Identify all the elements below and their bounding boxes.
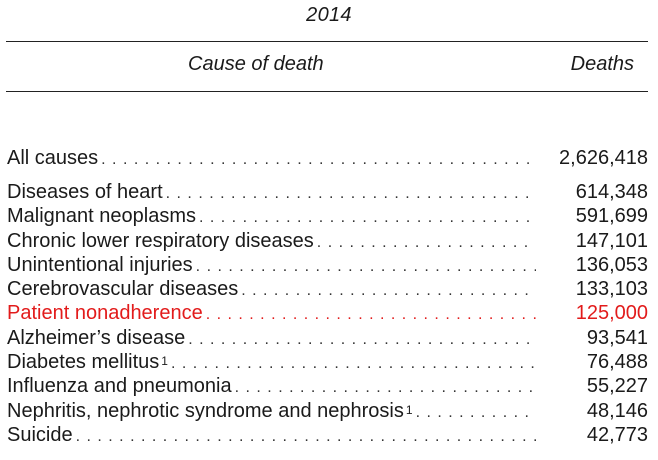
cause-label <box>7 277 241 301</box>
deaths-column-header: Deaths <box>570 53 634 75</box>
dot-leader <box>171 352 536 376</box>
cause-label-text: Nephritis, nephrotic syndrome and nephrosis <box>7 399 404 422</box>
cause-rows <box>7 180 648 447</box>
dot-leader <box>196 255 536 279</box>
header-rule <box>6 91 648 92</box>
cause-label-text: Cerebrovascular diseases <box>7 278 239 301</box>
dot-leader <box>199 206 536 230</box>
table-year-heading: 2014 <box>306 4 352 26</box>
deaths-value: 614,348 <box>575 181 648 203</box>
cause-label <box>7 350 171 376</box>
cause-label <box>7 180 166 204</box>
all-causes-value: 2,626,418 <box>559 147 648 169</box>
dot-leader <box>206 303 536 327</box>
cause-label <box>7 204 199 228</box>
footnote-marker: 1 <box>405 402 413 417</box>
footnote-marker: 1 <box>161 354 168 369</box>
dot-leader <box>166 182 536 206</box>
all-causes-row <box>7 146 648 170</box>
all-causes-label: All causes <box>7 147 99 169</box>
deaths-value: 591,699 <box>575 205 648 228</box>
table-row <box>7 423 648 447</box>
dot-leader <box>76 425 536 449</box>
cause-label-text: Malignant neoplasms <box>7 205 196 228</box>
dot-leader <box>416 401 536 425</box>
cause-label-text: Alzheimer’s disease <box>7 326 186 349</box>
deaths-value: 55,227 <box>586 375 648 398</box>
deaths-value: 125,000 <box>575 302 648 325</box>
cause-label <box>7 229 317 253</box>
cause-label <box>7 326 188 350</box>
table-row <box>7 374 648 398</box>
cause-label-text: Patient nonadherence <box>7 302 203 325</box>
dot-leader <box>101 148 536 172</box>
cause-label <box>7 301 206 325</box>
dot-leader <box>241 279 536 303</box>
table-row <box>7 277 648 301</box>
cause-label <box>7 399 416 425</box>
deaths-value: 93,541 <box>586 326 648 349</box>
deaths-value: 76,488 <box>586 351 648 374</box>
dot-leader <box>188 328 536 352</box>
table-row <box>7 326 648 350</box>
table-row <box>7 229 648 253</box>
table-row <box>7 253 648 277</box>
deaths-value: 133,103 <box>575 278 648 301</box>
cause-label <box>7 423 76 447</box>
table-row <box>7 350 648 374</box>
table-row <box>7 180 648 204</box>
table-row <box>7 301 648 325</box>
cause-label <box>7 374 235 398</box>
cause-label-text: Chronic lower respiratory diseases <box>7 229 314 252</box>
cause-column-header: Cause of death <box>188 53 324 75</box>
dot-leader <box>317 231 536 255</box>
table-row <box>7 204 648 228</box>
dot-leader <box>235 376 536 400</box>
deaths-value: 147,101 <box>575 229 648 252</box>
deaths-value: 42,773 <box>586 423 648 446</box>
deaths-value: 136,053 <box>575 253 648 276</box>
cause-label-text: Influenza and pneumonia <box>7 375 232 398</box>
cause-label-text: Unintentional injuries <box>7 253 193 276</box>
deaths-value: 48,146 <box>586 399 648 422</box>
table-row <box>7 399 648 423</box>
cause-label <box>7 253 196 277</box>
cause-label-text: Diabetes mellitus <box>7 351 160 374</box>
cause-label-text: Diseases of heart <box>7 181 163 203</box>
top-rule <box>6 41 648 42</box>
cause-label-text: Suicide <box>7 423 73 446</box>
